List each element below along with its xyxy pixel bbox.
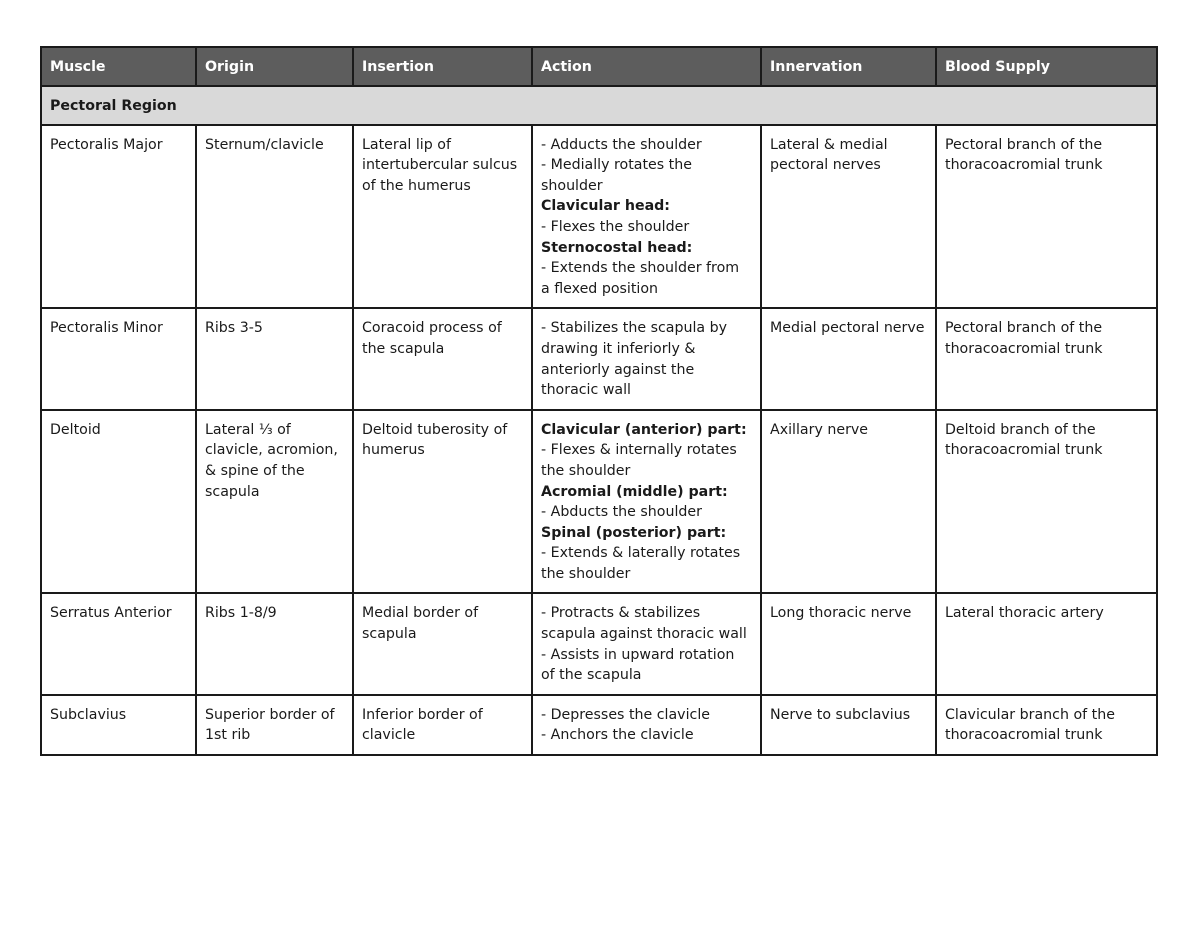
cell-innervation: Medial pectoral nerve: [761, 308, 936, 409]
action-line: - Flexes & internally rotates the shoulder: [541, 442, 737, 479]
action-part-heading: Sternocostal head:: [541, 239, 693, 256]
header-row: [41, 47, 1157, 86]
cell-action: [532, 695, 761, 755]
cell-blood-supply: Clavicular branch of the thoracoacromial trunk: [936, 695, 1157, 755]
action-line: - Flexes the shoulder: [541, 218, 690, 235]
action-line: - Stabilizes the scapula by drawing it inferiorly & anteriorly against the thoracic wall: [541, 320, 728, 399]
action-line: - Extends & laterally rotates the shoulder: [541, 545, 741, 582]
cell-insertion: Deltoid tuberosity of humerus: [353, 410, 532, 594]
muscle-table: [40, 46, 1158, 756]
cell-insertion: Lateral lip of intertubercular sulcus of the humerus: [353, 125, 532, 309]
action-part-heading: Clavicular head:: [541, 198, 670, 215]
header-muscle: Muscle: [41, 47, 196, 86]
cell-insertion: Inferior border of clavicle: [353, 695, 532, 755]
cell-action: [532, 410, 761, 594]
cell-muscle: Pectoralis Major: [41, 125, 196, 309]
action-line: - Abducts the shoulder: [541, 504, 702, 521]
region-label: Pectoral Region: [41, 86, 1157, 125]
table-row: [41, 593, 1157, 694]
table-row: [41, 410, 1157, 594]
table-row: [41, 695, 1157, 755]
cell-insertion: Coracoid process of the scapula: [353, 308, 532, 409]
cell-blood-supply: Pectoral branch of the thoracoacromial trunk: [936, 308, 1157, 409]
action-line: - Assists in upward rotation of the scapula: [541, 646, 735, 684]
action-line: - Medially rotates the shoulder: [541, 157, 692, 194]
cell-innervation: Axillary nerve: [761, 410, 936, 594]
header-origin: Origin: [196, 47, 353, 86]
cell-muscle: Serratus Anterior: [41, 593, 196, 694]
cell-origin: Sternum/clavicle: [196, 125, 353, 309]
action-part-heading: Spinal (posterior) part:: [541, 524, 727, 541]
header-blood-supply: Blood Supply: [936, 47, 1157, 86]
cell-blood-supply: Deltoid branch of the thoracoacromial trunk: [936, 410, 1157, 594]
header-insertion: Insertion: [353, 47, 532, 86]
table-body: [41, 86, 1157, 755]
table-row: [41, 308, 1157, 409]
cell-origin: Ribs 1-8/9: [196, 593, 353, 694]
cell-muscle: Subclavius: [41, 695, 196, 755]
cell-action: [532, 593, 761, 694]
cell-blood-supply: Pectoral branch of the thoracoacromial trunk: [936, 125, 1157, 309]
cell-action: [532, 308, 761, 409]
action-part-heading: Acromial (middle) part:: [541, 483, 728, 500]
cell-origin: Superior border of 1st rib: [196, 695, 353, 755]
cell-origin: Ribs 3-5: [196, 308, 353, 409]
action-line: - Extends the shoulder from a flexed position: [541, 260, 740, 297]
region-row: [41, 86, 1157, 125]
action-line: - Adducts the shoulder: [541, 136, 702, 153]
cell-insertion: Medial border of scapula: [353, 593, 532, 694]
cell-innervation: Nerve to subclavius: [761, 695, 936, 755]
action-line: - Depresses the clavicle: [541, 706, 710, 723]
cell-muscle: Deltoid: [41, 410, 196, 594]
header-action: Action: [532, 47, 761, 86]
cell-innervation: Lateral & medial pectoral nerves: [761, 125, 936, 309]
action-line: - Anchors the clavicle: [541, 727, 694, 744]
action-line: - Protracts & stabilizes scapula against thoracic wall: [541, 605, 747, 643]
cell-action: [532, 125, 761, 309]
action-part-heading: Clavicular (anterior) part:: [541, 421, 747, 438]
header-innervation: Innervation: [761, 47, 936, 86]
table-row: [41, 125, 1157, 309]
cell-origin: Lateral ⅓ of clavicle, acromion, & spine of the scapula: [196, 410, 353, 594]
cell-blood-supply: Lateral thoracic artery: [936, 593, 1157, 694]
cell-innervation: Long thoracic nerve: [761, 593, 936, 694]
cell-muscle: Pectoralis Minor: [41, 308, 196, 409]
